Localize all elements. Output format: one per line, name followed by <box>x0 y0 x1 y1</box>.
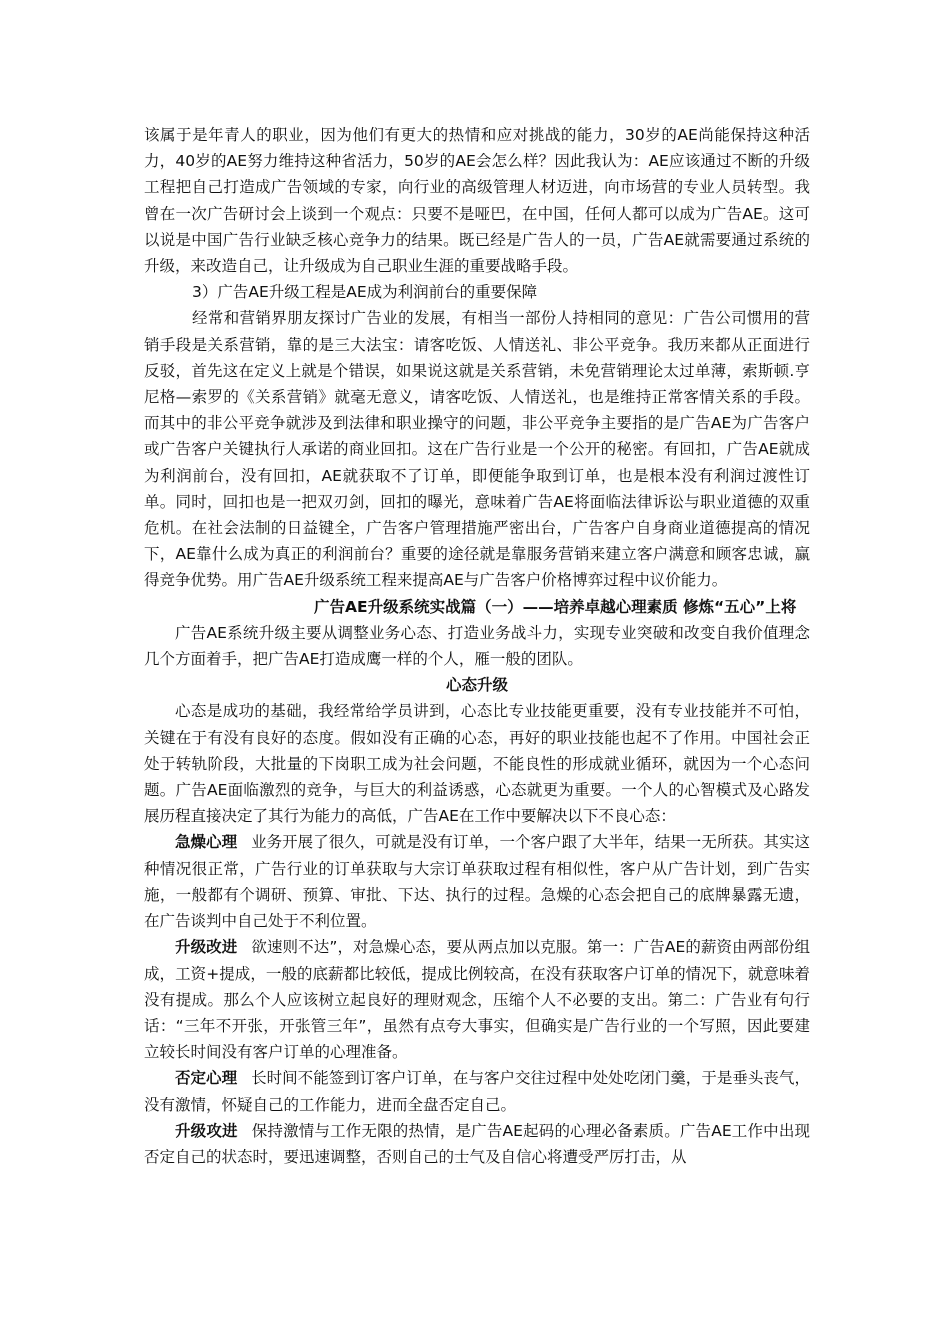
paragraph-upgrade-advance <box>144 1118 810 1170</box>
section-heading-mindset: 心态升级 <box>445 676 508 695</box>
section-subheading-profit-front: 3）广告AE升级工程是AE成为利润前台的重要保障 <box>192 283 538 302</box>
paragraph-body: 长时间不能签到订客户订单，在与客户交往过程中处处吃闭门羹，于是垂头丧气，没有激情，怀疑自己的工作能力，进而全盘否定自己。 <box>144 1069 810 1114</box>
paragraph-relationship-marketing: 经常和营销界朋友探讨广告业的发展，有相当一部份人持相同的意见：广告公司惯用的营销手段是关系营销，靠的是三大法宝：请客吃饭、人情送礼、非公平竞争。我历来都从正面进行反驳，首先这在定义上就是个错误，如果说这就是关系营销，未免营销理论太过单薄，索斯顿.亨尼格—索罗的《关系营销》就毫无意义，请客吃饭、人情送礼，也是维持正常客情关系的手段。而其中的非公平竞争就涉及到法律和职业操守的问题，非公平竞争主要指的是广告AE为广告客户或广告客户关键执行人承诺的商业回扣。这在广告行业是一个公开的秘密。有回扣，广告AE就成为利润前台，没有回扣，AE就获取不了订单，即便能争取到订单，也是根本没有利润过渡性订单。同时，回扣也是一把双刃剑，回扣的曝光，意味着广告AE将面临法律诉讼与职业道德的双重危机。在社会法制的日益键全，广告客户管理措施严密出台，广告客户自身商业道德提高的情况下，AE靠什么成为真正的利润前台？重要的途径就是靠服务营销来建立客户满意和顾客忠诚，赢得竞争优势。用广告AE升级系统工程来提高AE与广告客户价格博弈过程中议价能力。 <box>144 309 810 590</box>
paragraph-body: 业务开展了很久，可就是没有订单，一个客户跟了大半年，结果一无所获。其实这种情况很正常，广告行业的订单获取与大宗订单获取过程有相似性，客户从广告计划，到广告实施，一般都有个调研、预算、审批、下达、执行的过程。急燥的心态会把自己的底牌暴露无遗，在广告谈判中自己处于不利位置。 <box>144 833 810 931</box>
paragraph-upgrade-overview: 广告AE系统升级主要从调整业务心态、打造业务战斗力，实现专业突破和改变自我价值理念几个方面着手，把广告AE打造成鹰一样的个人，雁一般的团队。 <box>144 623 810 669</box>
paragraph-negation <box>144 1065 810 1117</box>
paragraph-impatience <box>144 829 810 934</box>
paragraph-upgrade-improve <box>144 934 810 1065</box>
chapter-heading: 广告AE升级系统实战篇（一）——培养卓越心理素质 修炼“五心”上将 <box>314 597 797 616</box>
document-page <box>144 122 810 1170</box>
paragraph-body: 保持激情与工作无限的热情，是广告AE起码的心理必备素质。广告AE工作中出现否定自己的状态时，要迅速调整，否则自己的士气及自信心将遭受严厉打击，从 <box>144 1121 810 1166</box>
paragraph-mindset: 心态是成功的基础，我经常给学员讲到，心态比专业技能更重要，没有专业技能并不可怕，关键在于有没有良好的态度。假如没有正确的心态，再好的职业技能也起不了作用。中国社会正处于转轨阶段，大批量的下岗职工成为社会问题，不能良性的形成就业循环，就因为一个心态问题。广告AE面临激烈的竞争，与巨大的利益诱惑，心态就更为重要。一个人的心智模式及心路发展历程直接决定了其行为能力的高低，广告AE在工作中要解决以下不良心态： <box>144 702 810 826</box>
lead-term: 急燥心理 <box>175 833 238 852</box>
paragraph-body: 欲速则不达”，对急燥心态，要从两点加以克服。第一：广告AE的薪资由两部份组成，工资+提成，一般的底薪都比较低，提成比例较高，在没有获取客户订单的情况下，就意味着没有提成。那么个人应该树立起良好的理财观念，压缩个人不必要的支出。第二：广告业有句行话：“三年不开张，开张管三年”，虽然有点夸大事实，但确实是广告行业的一个写照，因此要建立较长时间没有客户订单的心理准备。 <box>144 938 810 1062</box>
lead-term: 升级攻进 <box>175 1121 238 1140</box>
paragraph-career: 该属于是年青人的职业，因为他们有更大的热情和应对挑战的能力，30岁的AE尚能保持这种活力，40岁的AE努力维持这种省活力，50岁的AE会怎么样？因此我认为：AE应该通过不断的升级工程把自己打造成广告领域的专家，向行业的高级管理人材迈进，向市场营的专业人员转型。我曾在一次广告研讨会上谈到一个观点：只要不是哑巴，在中国，任何人都可以成为广告AE。这可以说是中国广告行业缺乏核心竞争力的结果。既已经是广告人的一员，广告AE就需要通过系统的升级，来改造自己，让升级成为自己职业生涯的重要战略手段。 <box>144 126 810 276</box>
lead-term: 否定心理 <box>175 1069 238 1088</box>
lead-term: 升级改进 <box>175 938 238 957</box>
